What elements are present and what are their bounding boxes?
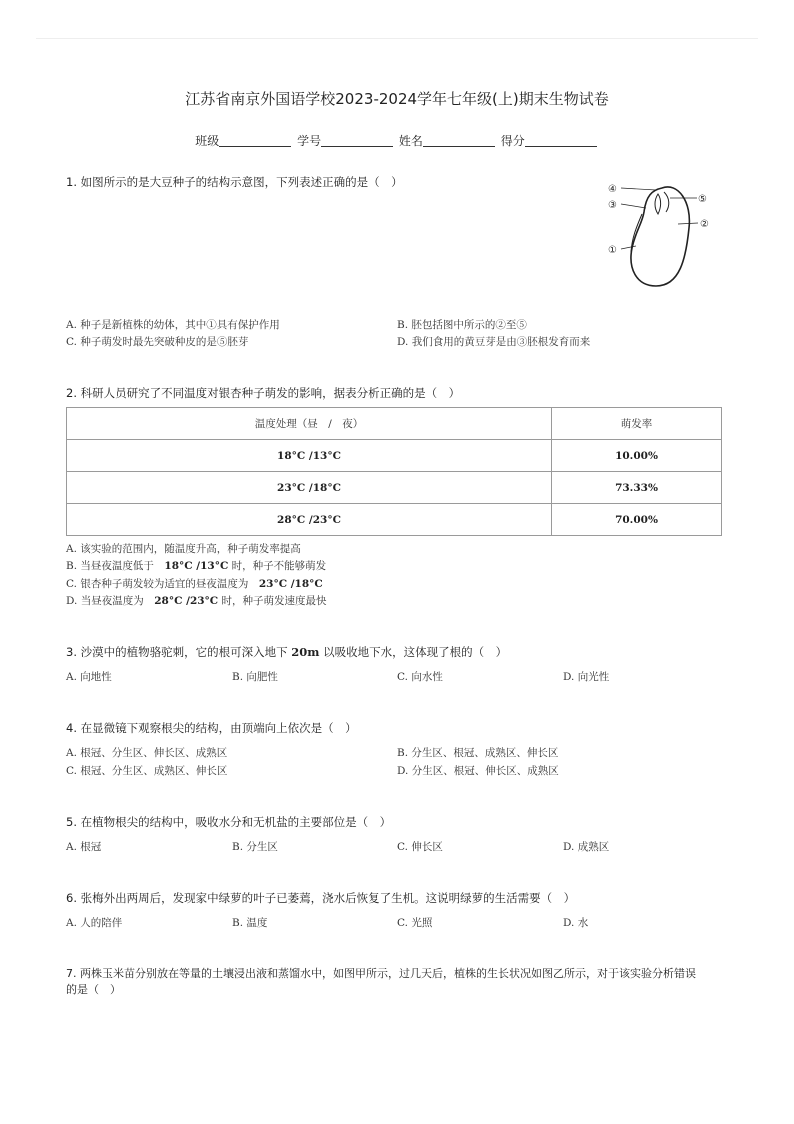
pointer-3 xyxy=(621,204,646,208)
table-cell-temp: 28°C /23°C xyxy=(67,504,552,536)
table-row xyxy=(67,504,722,536)
label-2: ② xyxy=(700,219,709,230)
student-id-field[interactable]: 学号 xyxy=(297,132,395,149)
q5-option-d[interactable]: D. 成熟区 xyxy=(563,841,610,853)
label-1: ① xyxy=(608,245,617,256)
q3-option-a[interactable]: A. 向地性 xyxy=(66,671,112,683)
q2-option-d[interactable]: D. 当昼夜温度为 28°C /23°C 时，种子萌发速度最快 xyxy=(66,595,327,607)
q6-option-b[interactable]: B. 温度 xyxy=(232,917,268,929)
germination-table xyxy=(66,407,722,536)
question-3-stem: 3. 沙漠中的植物骆驼刺，它的根可深入地下 20m 以吸收地下水，这体现了根的（ ） xyxy=(66,645,508,659)
score-blank[interactable] xyxy=(525,134,597,147)
page-title: 江苏省南京外国语学校2023-2024学年七年级(上)期末生物试卷 xyxy=(185,90,609,108)
student-id-blank[interactable] xyxy=(321,134,393,147)
q2-option-a[interactable]: A. 该实验的范围内，随温度升高，种子萌发率提高 xyxy=(66,543,301,555)
q4-option-d[interactable]: D. 分生区、根冠、伸长区、成熟区 xyxy=(397,765,559,777)
q3-option-b[interactable]: B. 向肥性 xyxy=(232,671,278,683)
table-cell-rate: 10.00% xyxy=(552,440,722,472)
table-cell-rate: 73.33% xyxy=(552,472,722,504)
table-row xyxy=(67,472,722,504)
question-5-stem: 5. 在植物根尖的结构中，吸收水分和无机盐的主要部位是（ ） xyxy=(66,815,392,829)
name-blank[interactable] xyxy=(423,134,495,147)
soybean-seed-diagram xyxy=(600,176,720,296)
pointer-4 xyxy=(621,188,656,190)
top-divider xyxy=(36,38,758,39)
q5-option-b[interactable]: B. 分生区 xyxy=(232,841,278,853)
q3-option-c[interactable]: C. 向水性 xyxy=(397,671,443,683)
plumule-shape xyxy=(655,194,661,214)
q2-option-c[interactable]: C. 银杏种子萌发较为适宜的昼夜温度为 23°C /18°C xyxy=(66,578,323,590)
table-header-rate: 萌发率 xyxy=(552,408,722,440)
q1-option-d[interactable]: D. 我们食用的黄豆芽是由③胚根发育而来 xyxy=(397,336,591,348)
score-field[interactable]: 得分 xyxy=(501,132,599,149)
question-7-stem: 7. 两株玉米苗分别放在等量的土壤浸出液和蒸馏水中，如图甲所示，过几天后，植株的生长状况如图乙所示，对于该实验分析错误 的是（ ） xyxy=(66,967,696,996)
q2-option-b[interactable]: B. 当昼夜温度低于 18°C /13°C 时，种子不能够萌发 xyxy=(66,560,327,572)
class-blank[interactable] xyxy=(219,134,291,147)
label-3: ③ xyxy=(608,200,617,211)
label-4: ④ xyxy=(608,184,617,195)
table-cell-temp: 23°C /18°C xyxy=(67,472,552,504)
label-5: ⑤ xyxy=(698,194,707,205)
q1-option-c[interactable]: C. 种子萌发时最先突破种皮的是⑤胚芽 xyxy=(66,336,249,348)
student-info-line xyxy=(0,132,794,149)
name-field[interactable]: 姓名 xyxy=(399,132,497,149)
q4-option-a[interactable]: A. 根冠、分生区、伸长区、成熟区 xyxy=(66,747,228,759)
question-4-stem: 4. 在显微镜下观察根尖的结构，由顶端向上依次是（ ） xyxy=(66,721,357,735)
q4-option-b[interactable]: B. 分生区、根冠、成熟区、伸长区 xyxy=(397,747,559,759)
q1-option-b[interactable]: B. 胚包括图中所示的②至⑤ xyxy=(397,319,527,331)
q1-option-a[interactable]: A. 种子是新植株的幼体，其中①具有保护作用 xyxy=(66,319,280,331)
table-cell-temp: 18°C /13°C xyxy=(67,440,552,472)
q6-option-a[interactable]: A. 人的陪伴 xyxy=(66,917,123,929)
class-field[interactable]: 班级 xyxy=(195,132,293,149)
table-header-row xyxy=(67,408,722,440)
question-6-stem: 6. 张梅外出两周后，发现家中绿萝的叶子已萎蔫，浇水后恢复了生机。这说明绿萝的生活需要（ ） xyxy=(66,891,576,905)
q4-option-c[interactable]: C. 根冠、分生区、成熟区、伸长区 xyxy=(66,765,228,777)
table-header-temp: 温度处理（昼 / 夜） xyxy=(67,408,552,440)
pointer-2 xyxy=(678,223,698,224)
q6-option-d[interactable]: D. 水 xyxy=(563,917,589,929)
question-2-stem: 2. 科研人员研究了不同温度对银杏种子萌发的影响，据表分析正确的是（ ） xyxy=(66,386,461,400)
q5-option-a[interactable]: A. 根冠 xyxy=(66,841,102,853)
q5-option-c[interactable]: C. 伸长区 xyxy=(397,841,443,853)
q6-option-c[interactable]: C. 光照 xyxy=(397,917,433,929)
plumule-leaf xyxy=(664,192,669,212)
question-1-stem: 1. 如图所示的是大豆种子的结构示意图，下列表述正确的是（ ） xyxy=(66,175,403,189)
q3-option-d[interactable]: D. 向光性 xyxy=(563,671,610,683)
table-row xyxy=(67,440,722,472)
seed-coat-outline xyxy=(631,187,689,286)
pointer-1 xyxy=(621,246,636,249)
table-cell-rate: 70.00% xyxy=(552,504,722,536)
